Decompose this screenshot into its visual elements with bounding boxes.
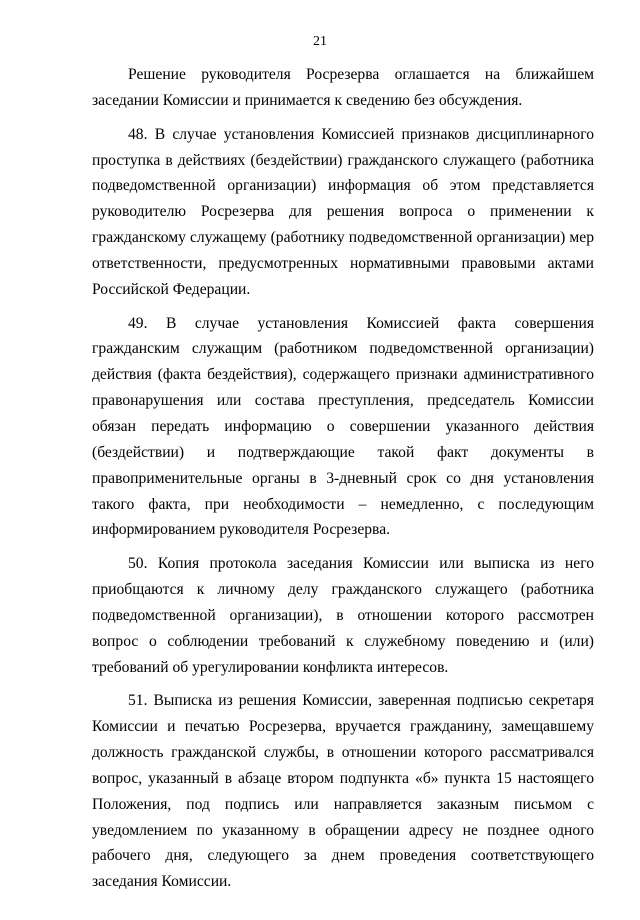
paragraph-49: 49. В случае установления Комиссией факта совершения гражданским служащим (работником подведомственной организации) действия (факта бездействия), содержащего признаки административного правонарушения или состава преступления, председатель Комиссии обязан передать информацию о совершении указанного действия (бездействии) и подтверждающие такой факт документы в правоприменительные органы в 3-дневный срок со дня установления такого факта, при необходимости – немедленно, с последующим информированием руководителя Росрезерва. [92,314,594,539]
paragraph-50: 50. Копия протокола заседания Комиссии или выписка из него приобщаются к личному делу гражданского служащего (работника подведомственной организации), в отношении которого рассмотрен вопрос о соблюдении требований к служебному поведению и (или) требований об урегулировании конфликта интересов. [92,555,594,676]
paragraph-51: 51. Выписка из решения Комиссии, заверенная подписью секретаря Комиссии и печатью Росрезерва, вручается гражданину, замещавшему должность гражданской службы, в отношении которого рассматривался вопрос, указанный в абзаце втором подпункта «б» пункта 15 настоящего Положения, под подпись или направляется заказным письмом с уведомлением по указанному в обращении адресу не позднее одного рабочего дня, следующего за днем проведения соответствующего заседания Комиссии. [92,692,594,891]
paragraph-48: 48. В случае установления Комиссией признаков дисциплинарного проступка в действиях (бездействии) гражданского служащего (работника подведомственной организации) информация об этом представляется руководителю Росрезерва для решения вопроса о применении к гражданскому служащему (работнику подведомственной организации) мер ответственности, предусмотренных нормативными правовыми актами Российской Федерации. [92,125,594,298]
document-body [92,62,594,903]
paragraph-decision-announcement: Решение руководителя Росрезерва оглашается на ближайшем заседании Комиссии и принимается к сведению без обсуждения. [92,66,594,109]
page-number: 21 [313,34,327,49]
